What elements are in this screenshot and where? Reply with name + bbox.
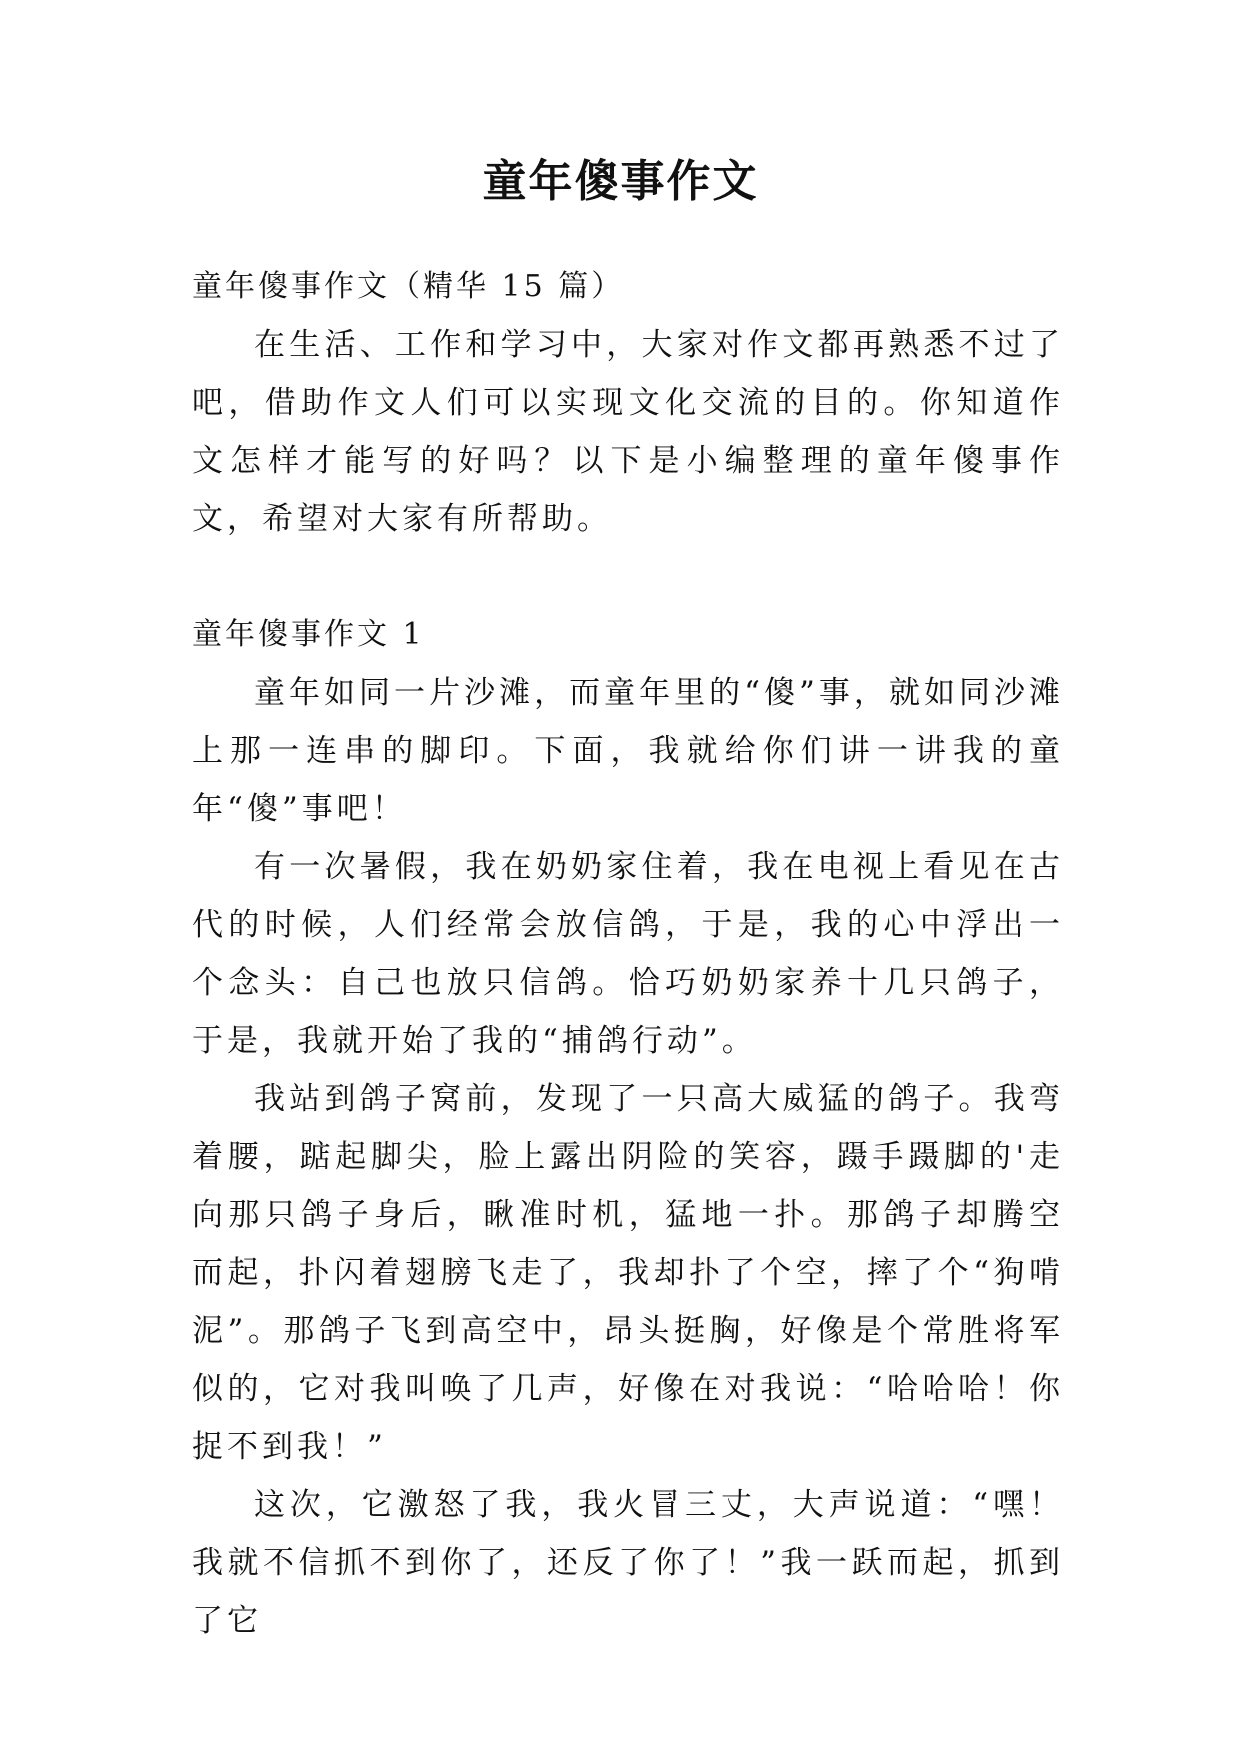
essay-1-paragraph-1: 童年如同一片沙滩，而童年里的“傻”事，就如同沙滩上那一连串的脚印。下面，我就给你们讲一讲我的童年“傻”事吧！ xyxy=(192,675,1064,827)
document-title: 童年傻事作文 xyxy=(482,156,759,207)
intro-heading: 童年傻事作文（精华 15 篇） xyxy=(192,269,625,304)
essay-1-paragraph-4: 这次，它激怒了我，我火冒三丈，大声说道：“嘿！我就不信抓不到你了，还反了你了！”我一跃而起，抓到了它 xyxy=(192,1487,1064,1639)
document-body xyxy=(192,258,1064,1650)
essay-1-paragraph-2: 有一次暑假，我在奶奶家住着，我在电视上看见在古代的时候，人们经常会放信鸽，于是，我的心中浮出一个念头：自己也放只信鸽。恰巧奶奶家养十几只鸽子，于是，我就开始了我的“捕鸽行动”。 xyxy=(192,849,1064,1059)
intro-paragraph: 在生活、工作和学习中，大家对作文都再熟悉不过了吧，借助作文人们可以实现文化交流的目的。你知道作文怎样才能写的好吗？以下是小编整理的童年傻事作文，希望对大家有所帮助。 xyxy=(192,327,1064,537)
essay-1-paragraph-3: 我站到鸽子窝前，发现了一只高大威猛的鸽子。我弯着腰，踮起脚尖，脸上露出阴险的笑容，蹑手蹑脚的'走向那只鸽子身后，瞅准时机，猛地一扑。那鸽子却腾空而起，扑闪着翅膀飞走了，我却扑了个空，摔了个“狗啃泥”。那鸽子飞到高空中，昂头挺胸，好像是个常胜将军似的，它对我叫唤了几声，好像在对我说：“哈哈哈！你捉不到我！” xyxy=(192,1081,1064,1465)
section-spacer xyxy=(192,548,1064,606)
essay-1-heading: 童年傻事作文 1 xyxy=(192,617,425,652)
